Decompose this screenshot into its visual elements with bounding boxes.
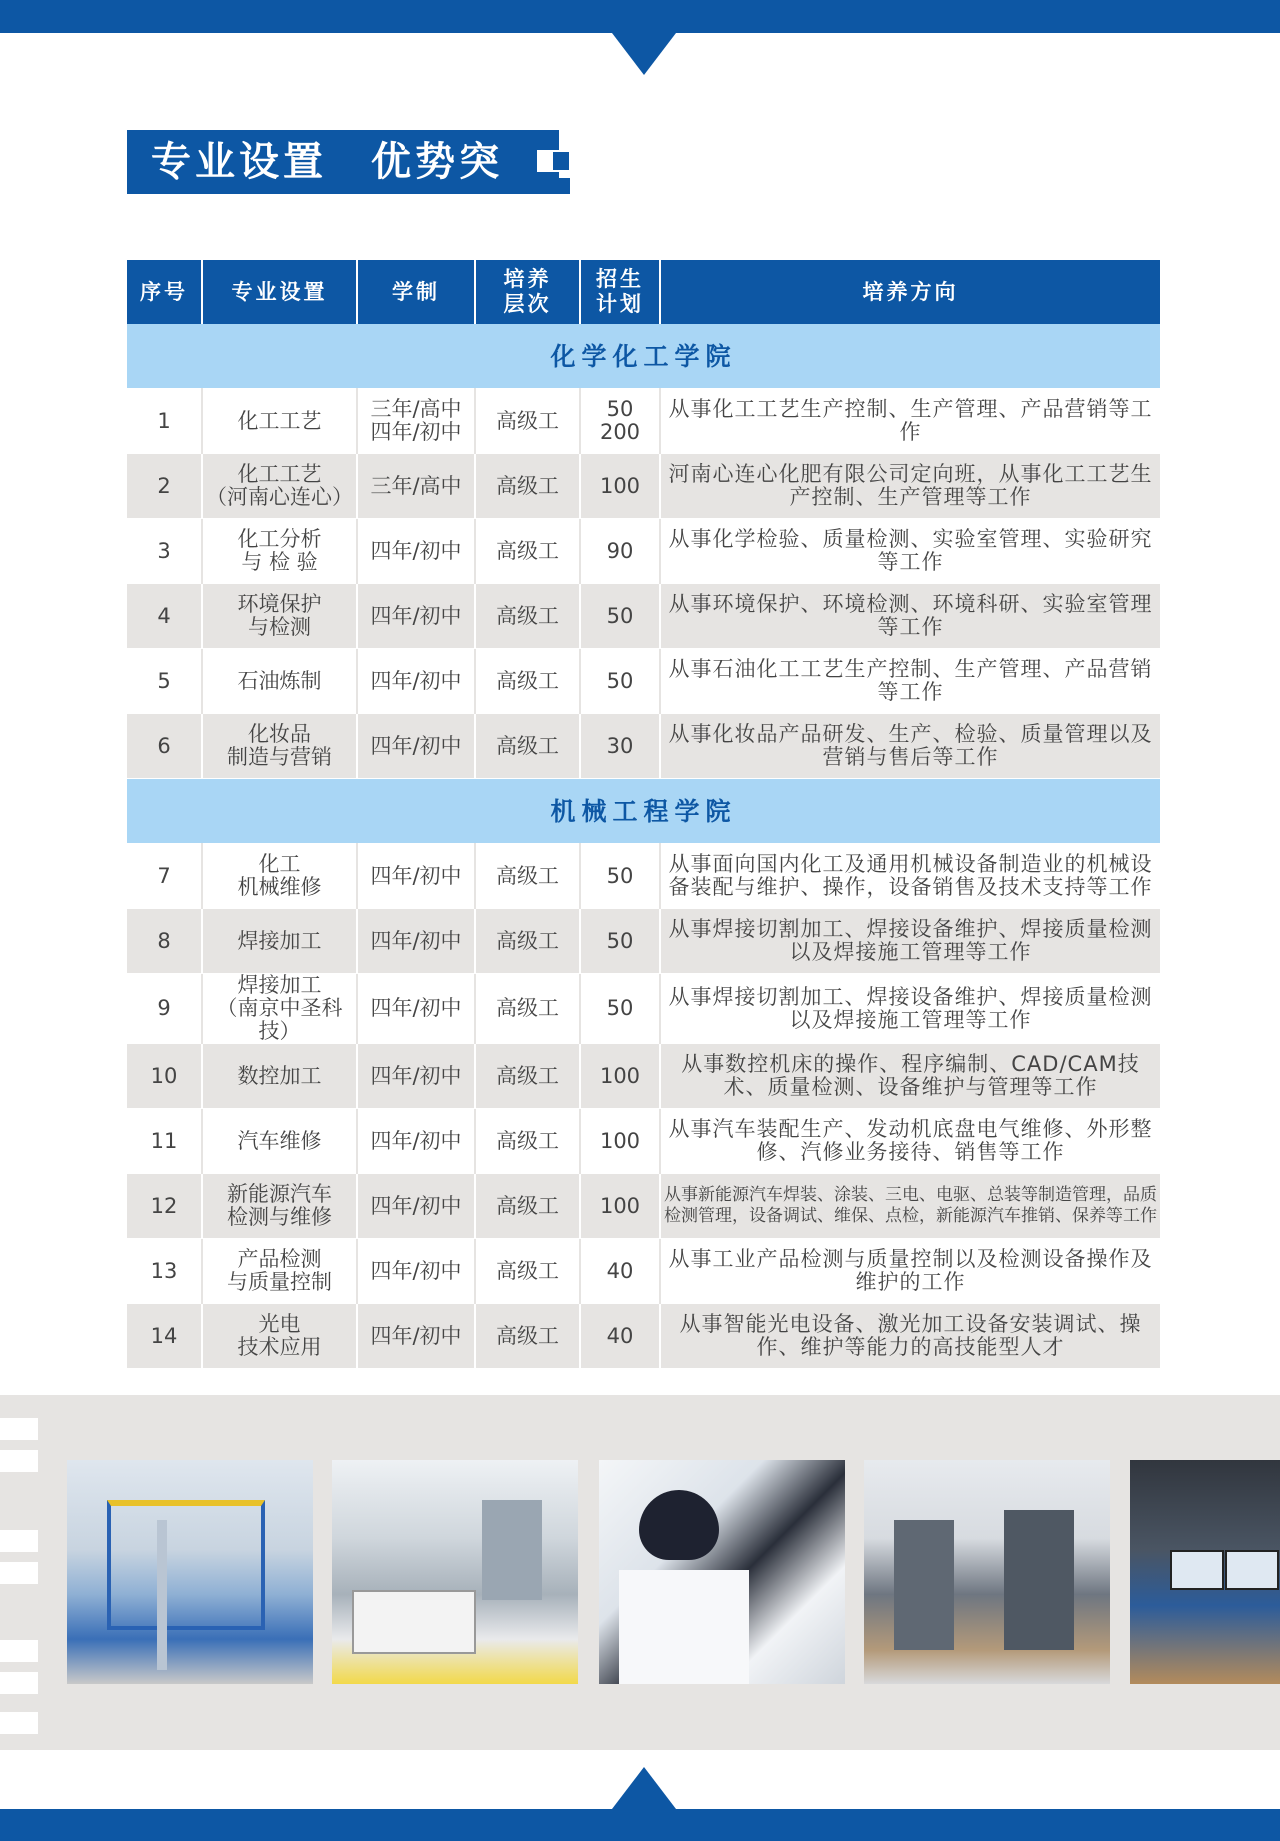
major-name — [202, 649, 357, 714]
column-header — [475, 260, 580, 324]
enrollment-plan — [580, 584, 660, 649]
training-direction-text: 从事新能源汽车焊装、涂装、三电、电驱、总装等制造管理，品质检测管理，设备调试、维保、点检，新能源汽车推销、保养等工作 — [664, 1185, 1157, 1226]
training-direction — [660, 519, 1160, 584]
study-duration — [357, 1174, 475, 1239]
enrollment-plan-line: 100 — [599, 1063, 641, 1088]
film-hole — [0, 1530, 38, 1552]
training-level: 高级工 — [475, 1109, 580, 1174]
title-decor-square — [537, 130, 559, 150]
enrollment-plan — [580, 519, 660, 584]
chemical-plant-photo — [67, 1460, 313, 1684]
table-row — [127, 1304, 1160, 1369]
training-level: 高级工 — [475, 389, 580, 454]
enrollment-plan-line: 100 — [599, 473, 641, 498]
major-name-line: 焊接加工 — [237, 928, 322, 953]
study-duration-line: 四年/初中 — [370, 538, 462, 563]
training-direction-text: 从事化工工艺生产控制、生产管理、产品营销等工作 — [668, 397, 1153, 444]
study-duration — [357, 974, 475, 1044]
column-header — [580, 260, 660, 324]
row-number: 6 — [127, 714, 202, 779]
film-hole — [0, 1640, 38, 1662]
training-level: 高级工 — [475, 1044, 580, 1109]
training-direction — [660, 584, 1160, 649]
row-number: 10 — [127, 1044, 202, 1109]
table-row — [127, 844, 1160, 909]
row-number: 1 — [127, 389, 202, 454]
enrollment-plan-line: 50 — [606, 668, 634, 693]
column-header — [660, 260, 1160, 324]
study-duration-line: 四年/初中 — [370, 1323, 462, 1348]
enrollment-plan-line: 100 — [599, 1128, 641, 1153]
table-row — [127, 1044, 1160, 1109]
enrollment-plan-line: 40 — [606, 1323, 634, 1348]
row-number: 8 — [127, 909, 202, 974]
table-row — [127, 974, 1160, 1044]
study-duration — [357, 714, 475, 779]
training-direction-text: 从事工业产品检测与质量控制以及检测设备操作及维护的工作 — [668, 1247, 1153, 1294]
column-header — [127, 260, 202, 324]
training-direction — [660, 714, 1160, 779]
film-hole — [0, 1562, 38, 1584]
enrollment-plan — [580, 1239, 660, 1304]
study-duration-line: 四年/初中 — [370, 1193, 462, 1218]
enrollment-plan — [580, 844, 660, 909]
training-direction-text: 从事化学检验、质量检测、实验室管理、实验研究等工作 — [668, 527, 1153, 574]
study-duration-line: 四年/初中 — [370, 420, 462, 444]
major-name-line: 化妆品 — [248, 722, 311, 746]
enrollment-plan — [580, 454, 660, 519]
enrollment-plan-line: 50 — [606, 928, 634, 953]
training-direction — [660, 454, 1160, 519]
enrollment-plan — [580, 714, 660, 779]
study-duration — [357, 519, 475, 584]
study-duration — [357, 649, 475, 714]
study-duration-line: 四年/初中 — [370, 733, 462, 758]
enrollment-plan-line: 30 — [606, 733, 634, 758]
table-row — [127, 909, 1160, 974]
column-header — [202, 260, 357, 324]
training-direction-text: 河南心连心化肥有限公司定向班，从事化工工艺生产控制、生产管理等工作 — [668, 462, 1153, 509]
major-name-line: 技术应用 — [237, 1335, 322, 1359]
table-row — [127, 389, 1160, 454]
major-name-line: 新能源汽车 — [227, 1182, 332, 1206]
training-level: 高级工 — [475, 844, 580, 909]
film-hole — [0, 1450, 38, 1472]
major-name — [202, 909, 357, 974]
row-number: 7 — [127, 844, 202, 909]
major-name-line: 与 检 验 — [241, 550, 318, 574]
column-header-line: 序号 — [140, 279, 188, 304]
table-row — [127, 454, 1160, 519]
study-duration-line: 四年/初中 — [370, 1128, 462, 1153]
row-number: 2 — [127, 454, 202, 519]
major-name-line: 汽车维修 — [237, 1128, 322, 1153]
section-title: 机械工程学院 — [127, 779, 1160, 844]
enrollment-plan — [580, 1174, 660, 1239]
lab-equipment-photo — [332, 1460, 578, 1684]
training-direction — [660, 1239, 1160, 1304]
row-number: 4 — [127, 584, 202, 649]
film-hole — [0, 1418, 38, 1440]
training-level: 高级工 — [475, 454, 580, 519]
major-name-line: （南京中圣科技） — [216, 996, 343, 1043]
major-name — [202, 389, 357, 454]
training-direction-text: 从事汽车装配生产、发动机底盘电气维修、外形整修、汽修业务接待、销售等工作 — [668, 1117, 1153, 1164]
row-number: 12 — [127, 1174, 202, 1239]
study-duration-line: 四年/初中 — [370, 928, 462, 953]
training-direction — [660, 974, 1160, 1044]
film-hole — [0, 1672, 38, 1694]
enrollment-plan — [580, 909, 660, 974]
study-duration — [357, 909, 475, 974]
major-name-line: 化工工艺 — [237, 408, 322, 433]
table-row — [127, 1109, 1160, 1174]
major-name — [202, 584, 357, 649]
enrollment-plan — [580, 649, 660, 714]
table-row — [127, 714, 1160, 779]
enrollment-plan — [580, 1109, 660, 1174]
training-level: 高级工 — [475, 974, 580, 1044]
training-direction — [660, 1304, 1160, 1369]
training-level: 高级工 — [475, 1304, 580, 1369]
title-decor-square — [537, 172, 559, 194]
table-row — [127, 519, 1160, 584]
major-name — [202, 844, 357, 909]
study-duration — [357, 389, 475, 454]
major-name — [202, 1239, 357, 1304]
training-direction-text: 从事化妆品产品研发、生产、检验、质量管理以及营销与售后等工作 — [668, 722, 1153, 769]
study-duration — [357, 844, 475, 909]
training-level: 高级工 — [475, 584, 580, 649]
major-name — [202, 454, 357, 519]
training-level: 高级工 — [475, 1174, 580, 1239]
column-header-line: 计划 — [596, 292, 644, 316]
row-number: 9 — [127, 974, 202, 1044]
enrollment-plan-line: 40 — [606, 1258, 634, 1283]
enrollment-plan-line: 100 — [599, 1193, 641, 1218]
enrollment-plan-line: 200 — [599, 420, 641, 444]
training-direction — [660, 844, 1160, 909]
row-number: 11 — [127, 1109, 202, 1174]
training-direction — [660, 1044, 1160, 1109]
row-number: 3 — [127, 519, 202, 584]
major-name-line: 化工工艺 — [237, 462, 322, 486]
column-header-line: 招生 — [596, 267, 644, 291]
major-name — [202, 1304, 357, 1369]
bottom-notch-triangle — [612, 1767, 676, 1809]
major-name-line: 机械维修 — [237, 875, 322, 899]
table-header-row — [127, 260, 1160, 324]
major-name-line: 环境保护 — [237, 592, 322, 616]
top-notch-triangle — [612, 33, 676, 75]
milling-machines-photo — [864, 1460, 1110, 1684]
study-duration — [357, 454, 475, 519]
title-decor-square — [558, 178, 570, 194]
section-row — [127, 324, 1160, 389]
major-name-line: 石油炼制 — [237, 668, 322, 693]
study-duration-line: 四年/初中 — [370, 603, 462, 628]
training-direction-text: 从事数控机床的操作、程序编制、CAD/CAM技术、质量检测、设备维护与管理等工作 — [681, 1052, 1140, 1099]
enrollment-plan — [580, 1304, 660, 1369]
major-name-line: 产品检测 — [237, 1247, 322, 1271]
section-row — [127, 779, 1160, 844]
row-number: 13 — [127, 1239, 202, 1304]
table-row — [127, 1239, 1160, 1304]
training-level: 高级工 — [475, 714, 580, 779]
enrollment-plan — [580, 1044, 660, 1109]
control-room-photo — [1130, 1460, 1280, 1684]
study-duration — [357, 1304, 475, 1369]
microscope-students-photo — [599, 1460, 845, 1684]
study-duration — [357, 1044, 475, 1109]
enrollment-plan — [580, 389, 660, 454]
enrollment-plan-line: 50 — [606, 603, 634, 628]
study-duration-line: 四年/初中 — [370, 668, 462, 693]
row-number: 5 — [127, 649, 202, 714]
table-body — [127, 324, 1160, 1369]
enrollment-plan-line: 90 — [606, 538, 634, 563]
title-decor-square — [553, 152, 569, 170]
major-name — [202, 1109, 357, 1174]
film-hole — [0, 1712, 38, 1734]
training-direction — [660, 649, 1160, 714]
training-direction — [660, 1174, 1160, 1239]
table-row — [127, 649, 1160, 714]
study-duration-line: 四年/初中 — [370, 1258, 462, 1283]
top-band — [0, 0, 1280, 33]
column-header — [357, 260, 475, 324]
study-duration-line: 四年/初中 — [370, 996, 462, 1020]
training-level: 高级工 — [475, 649, 580, 714]
enrollment-plan-line: 50 — [606, 996, 634, 1020]
section-title: 化学化工学院 — [127, 324, 1160, 389]
study-duration — [357, 1239, 475, 1304]
training-direction — [660, 389, 1160, 454]
major-name-line: 与检测 — [248, 615, 311, 639]
column-header-line: 专业设置 — [231, 279, 328, 304]
training-level: 高级工 — [475, 909, 580, 974]
study-duration — [357, 584, 475, 649]
training-direction-text: 从事面向国内化工及通用机械设备制造业的机械设备装配与维护、操作，设备销售及技术支持等工作 — [668, 852, 1153, 899]
training-level: 高级工 — [475, 519, 580, 584]
training-direction-text: 从事智能光电设备、激光加工设备安装调试、操作、维护等能力的高技能型人才 — [679, 1312, 1142, 1359]
training-level: 高级工 — [475, 1239, 580, 1304]
page-title: 专业设置 优势突出 — [127, 130, 537, 194]
major-name-line: 化工 — [258, 852, 301, 876]
training-direction-text: 从事环境保护、环境检测、环境科研、实验室管理等工作 — [668, 592, 1153, 639]
major-name-line: （河南心连心） — [206, 485, 353, 509]
major-name — [202, 1044, 357, 1109]
training-direction — [660, 909, 1160, 974]
major-name-line: 焊接加工 — [237, 973, 322, 997]
training-direction-text: 从事焊接切割加工、焊接设备维护、焊接质量检测以及焊接施工管理等工作 — [668, 917, 1153, 964]
study-duration-line: 三年/高中 — [370, 397, 462, 421]
training-direction — [660, 1109, 1160, 1174]
enrollment-plan — [580, 974, 660, 1044]
column-header-line: 培养 — [503, 267, 552, 291]
major-name-line: 化工分析 — [237, 527, 322, 551]
enrollment-plan-line: 50 — [606, 863, 634, 888]
major-name — [202, 974, 357, 1044]
majors-table — [127, 260, 1160, 1369]
major-name-line: 与质量控制 — [227, 1270, 332, 1294]
training-direction-text: 从事焊接切割加工、焊接设备维护、焊接质量检测以及焊接施工管理等工作 — [668, 984, 1153, 1032]
major-name-line: 光电 — [258, 1312, 301, 1336]
study-duration-line: 四年/初中 — [370, 863, 462, 888]
training-direction-text: 从事石油化工工艺生产控制、生产管理、产品营销等工作 — [668, 657, 1153, 704]
major-name-line: 数控加工 — [237, 1063, 322, 1088]
table-row — [127, 584, 1160, 649]
column-header-line: 学制 — [392, 279, 440, 304]
table-row — [127, 1174, 1160, 1239]
major-name — [202, 519, 357, 584]
major-name-line: 制造与营销 — [227, 745, 332, 769]
major-name — [202, 714, 357, 779]
study-duration-line: 三年/高中 — [370, 473, 462, 498]
enrollment-plan-line: 50 — [606, 397, 634, 421]
column-header-line: 层次 — [503, 292, 552, 316]
row-number: 14 — [127, 1304, 202, 1369]
major-name-line: 检测与维修 — [227, 1205, 332, 1229]
column-header-line: 培养方向 — [862, 279, 959, 304]
major-name — [202, 1174, 357, 1239]
study-duration — [357, 1109, 475, 1174]
bottom-band — [0, 1809, 1280, 1841]
study-duration-line: 四年/初中 — [370, 1063, 462, 1088]
